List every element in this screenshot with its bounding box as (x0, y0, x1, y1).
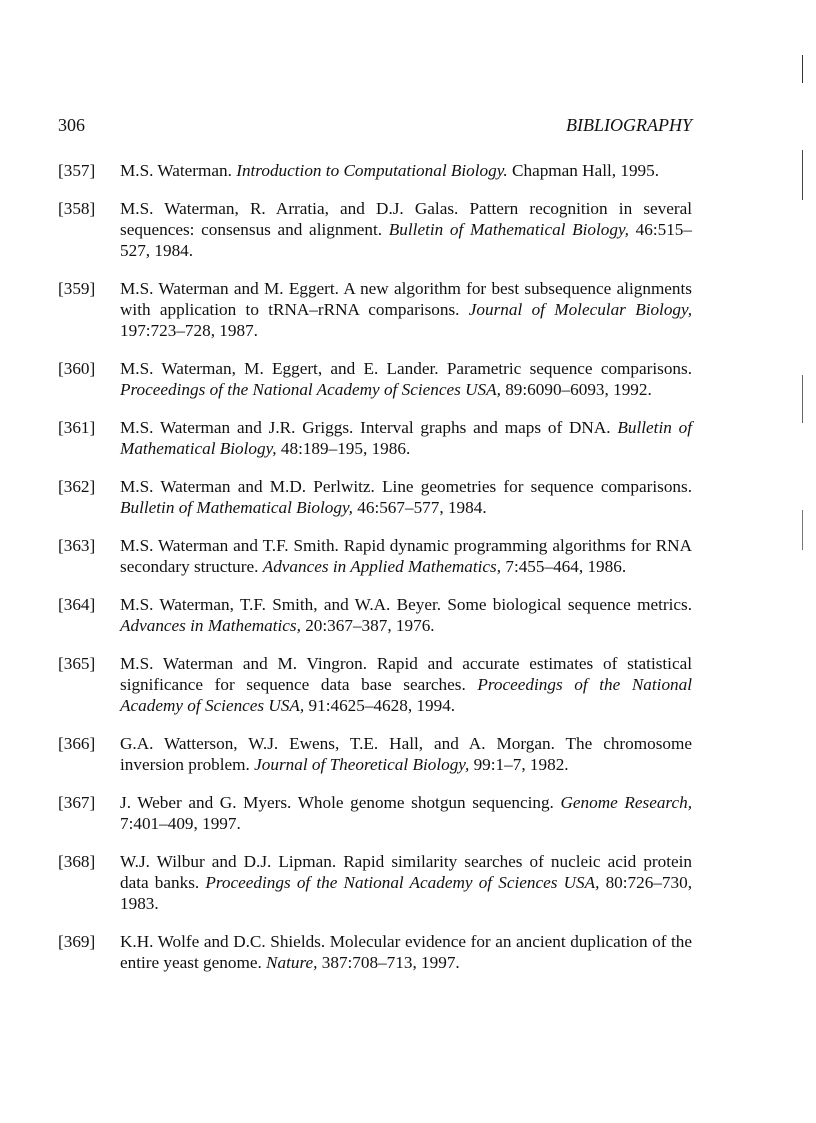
bib-authors: M.S. Waterman and M. Vingron. (120, 654, 368, 673)
bib-title: Introduction to Computational Biology. (236, 161, 508, 180)
bib-venue: Nature, (266, 953, 318, 972)
bib-venue: Proceedings of the National Academy of Sciences USA, (120, 380, 501, 399)
bib-details: 7:401–409, 1997. (120, 814, 241, 833)
bib-authors: M.S. Waterman, T.F. Smith, and W.A. Beyer. (120, 595, 442, 614)
scan-mark (802, 55, 803, 83)
bib-authors: M.S. Waterman, R. Arratia, and D.J. Galas. (120, 199, 459, 218)
bib-authors: M.S. Waterman and M. Eggert. (120, 279, 339, 298)
bib-authors: M.S. Waterman and J.R. Griggs. (120, 418, 354, 437)
page-header (58, 115, 692, 139)
bib-authors: M.S. Waterman, M. Eggert, and E. Lander. (120, 359, 439, 378)
bib-venue: Journal of Theoretical Biology, (254, 755, 470, 774)
bib-number: [365] (58, 654, 96, 673)
bib-details: 46:567–577, 1984. (357, 498, 487, 517)
bib-venue: Genome Research, (560, 793, 692, 812)
bib-entry-360 (58, 358, 692, 400)
bib-title: The chromosome inversion problem. (120, 734, 692, 774)
bib-entry-363 (58, 535, 692, 577)
bib-title: Line geometries for sequence comparisons. (382, 477, 693, 496)
bib-entry-368 (58, 851, 692, 914)
bib-venue: Bulletin of Mathematical Biology, (388, 220, 629, 239)
bib-entry-364 (58, 594, 692, 636)
bib-venue: Proceedings of the National Academy of Sciences USA, (205, 873, 600, 892)
bib-title: Rapid and accurate estimates of statistical significance for sequence data base searches. (120, 654, 692, 694)
bib-details: 197:723–728, 1987. (120, 321, 258, 340)
bib-details: Chapman Hall, 1995. (512, 161, 660, 180)
bib-authors: M.S. Waterman. (120, 161, 232, 180)
bib-title: Pattern recognition in several sequences: consensus and alignment. (120, 199, 692, 239)
bib-title: Some biological sequence metrics. (447, 595, 693, 614)
bib-number: [368] (58, 852, 96, 871)
bib-entry-361 (58, 417, 692, 459)
bib-number: [362] (58, 477, 96, 496)
scan-margin-marks (796, 55, 816, 655)
bib-title: A new algorithm for best subsequence alignments with application to tRNA–rRNA comparisons. (120, 279, 692, 319)
bib-title: Whole genome shotgun sequencing. (297, 793, 554, 812)
bib-title: Parametric sequence comparisons. (446, 359, 693, 378)
bib-entry-369 (58, 931, 692, 973)
bib-title: Interval graphs and maps of DNA. (360, 418, 611, 437)
bib-details: 7:455–464, 1986. (505, 557, 627, 576)
bib-authors: W.J. Wilbur and D.J. Lipman. (120, 852, 337, 871)
bib-venue: Proceedings of the National Academy of Sciences USA, (120, 675, 692, 715)
bib-details: 20:367–387, 1976. (305, 616, 435, 635)
bibliography-list (58, 160, 692, 990)
bib-entry-362 (58, 476, 692, 518)
bib-number: [367] (58, 793, 96, 812)
bib-authors: M.S. Waterman and T.F. Smith. (120, 536, 339, 555)
running-title: BIBLIOGRAPHY (566, 115, 692, 135)
scan-mark (802, 150, 803, 200)
scan-mark (802, 375, 803, 423)
bib-title: Rapid similarity searches of nucleic acid protein data banks. (120, 852, 692, 892)
bib-entry-358 (58, 198, 692, 261)
bib-entry-366 (58, 733, 692, 775)
bib-authors: G.A. Watterson, W.J. Ewens, T.E. Hall, and A. Morgan. (120, 734, 555, 753)
bib-venue: Advances in Applied Mathematics, (262, 557, 502, 576)
bib-number: [364] (58, 595, 96, 614)
bib-authors: J. Weber and G. Myers. (120, 793, 292, 812)
bib-details: 80:726–730, 1983. (120, 873, 692, 913)
bib-title: Rapid dynamic programming algorithms for RNA secondary structure. (120, 536, 692, 576)
bib-authors: K.H. Wolfe and D.C. Shields. (120, 932, 326, 951)
bib-details: 89:6090–6093, 1992. (505, 380, 652, 399)
bib-number: [369] (58, 932, 96, 951)
bib-details: 387:708–713, 1997. (321, 953, 460, 972)
bib-number: [359] (58, 279, 96, 298)
bib-venue: Journal of Molecular Biology, (468, 300, 692, 319)
bib-number: [361] (58, 418, 96, 437)
bib-details: 48:189–195, 1986. (280, 439, 411, 458)
bib-number: [363] (58, 536, 96, 555)
bib-venue: Bulletin of Mathematical Biology, (120, 498, 353, 517)
page-number: 306 (58, 115, 85, 135)
bib-entry-365 (58, 653, 692, 716)
bib-entry-359 (58, 278, 692, 341)
bib-number: [360] (58, 359, 96, 378)
bib-title: Molecular evidence for an ancient duplication of the entire yeast genome. (120, 932, 692, 972)
bib-number: [357] (58, 161, 96, 180)
bib-details: 46:515–527, 1984. (120, 220, 692, 260)
bib-number: [358] (58, 199, 96, 218)
bib-details: 99:1–7, 1982. (473, 755, 569, 774)
bib-entry-357 (58, 160, 692, 181)
bib-authors: M.S. Waterman and M.D. Perlwitz. (120, 477, 375, 496)
bib-entry-367 (58, 792, 692, 834)
bib-number: [366] (58, 734, 96, 753)
bib-venue: Advances in Mathematics, (120, 616, 301, 635)
scan-mark (802, 510, 803, 550)
bib-details: 91:4625–4628, 1994. (308, 696, 456, 715)
bib-venue: Bulletin of Mathematical Biology, (120, 418, 693, 458)
